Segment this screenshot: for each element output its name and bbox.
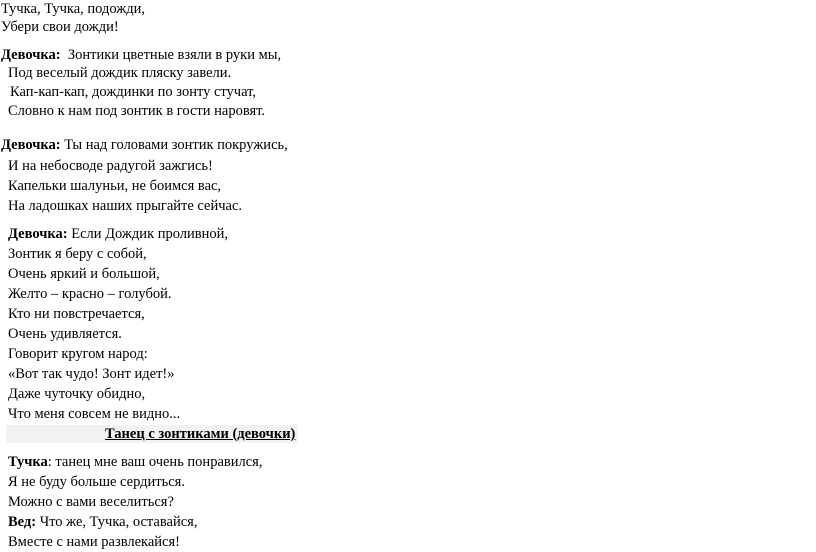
- verse-line: Вместе с нами развлекайся!: [8, 534, 180, 550]
- speaker-label: Девочка:: [1, 137, 61, 153]
- verse-line: Очень яркий и большой,: [8, 266, 160, 282]
- verse-line: Зонтик я беру с собой,: [8, 246, 147, 262]
- verse-line: Я не буду больше сердиться.: [8, 474, 185, 490]
- verse-line: «Вот так чудо! Зонт идет!»: [8, 366, 175, 382]
- intro-line-2: Убери свои дожди!: [1, 19, 119, 35]
- intro-line-1: Тучка, Тучка, подожди,: [1, 1, 146, 17]
- speaker-label: Девочка:: [1, 47, 61, 63]
- verse-line: Можно с вами веселиться?: [8, 494, 174, 510]
- verse-line: Капельки шалуньи, не боимся вас,: [8, 178, 222, 194]
- verse-line: Если Дождик проливной,: [71, 226, 229, 242]
- verse-line: Желто – красно – голубой.: [8, 286, 172, 302]
- verse-line: Ты над головами зонтик покружись,: [64, 137, 288, 153]
- stanza-2-first-line: [1, 136, 288, 154]
- verse-line: Зонтики цветные взяли в руки мы,: [67, 47, 282, 63]
- verse-line: Очень удивляется.: [8, 326, 122, 342]
- verse-line: Под веселый дождик пляску завели.: [8, 65, 232, 81]
- verse-line: : танец мне ваш очень понравился,: [47, 454, 263, 470]
- stanza-4-first-line: [8, 453, 262, 471]
- verse-line: Даже чуточку обидно,: [8, 386, 146, 402]
- stanza-3-first-line: [8, 225, 228, 243]
- stanza-5-first-line: [8, 513, 197, 531]
- verse-line: На ладошках наших прыгайте сейчас.: [8, 198, 243, 214]
- stanza-1-first-line: [1, 46, 281, 64]
- speaker-label: Тучка: [8, 454, 48, 470]
- verse-line: Кап-кап-кап, дождинки по зонту стучат,: [10, 84, 257, 100]
- verse-line: Что меня совсем не видно...: [8, 406, 181, 422]
- verse-line: И на небосводе радугой зажгись!: [8, 158, 213, 174]
- speaker-label: Вед:: [8, 514, 37, 530]
- verse-line: Словно к нам под зонтик в гости наровят.: [8, 103, 266, 119]
- verse-line: Говорит кругом народ:: [8, 346, 148, 362]
- dance-heading: Танец с зонтиками (девочки): [105, 426, 296, 442]
- speaker-label: Девочка:: [8, 226, 68, 242]
- verse-line: Кто ни повстречается,: [8, 306, 145, 322]
- verse-line: Что же, Тучка, оставайся,: [39, 514, 198, 530]
